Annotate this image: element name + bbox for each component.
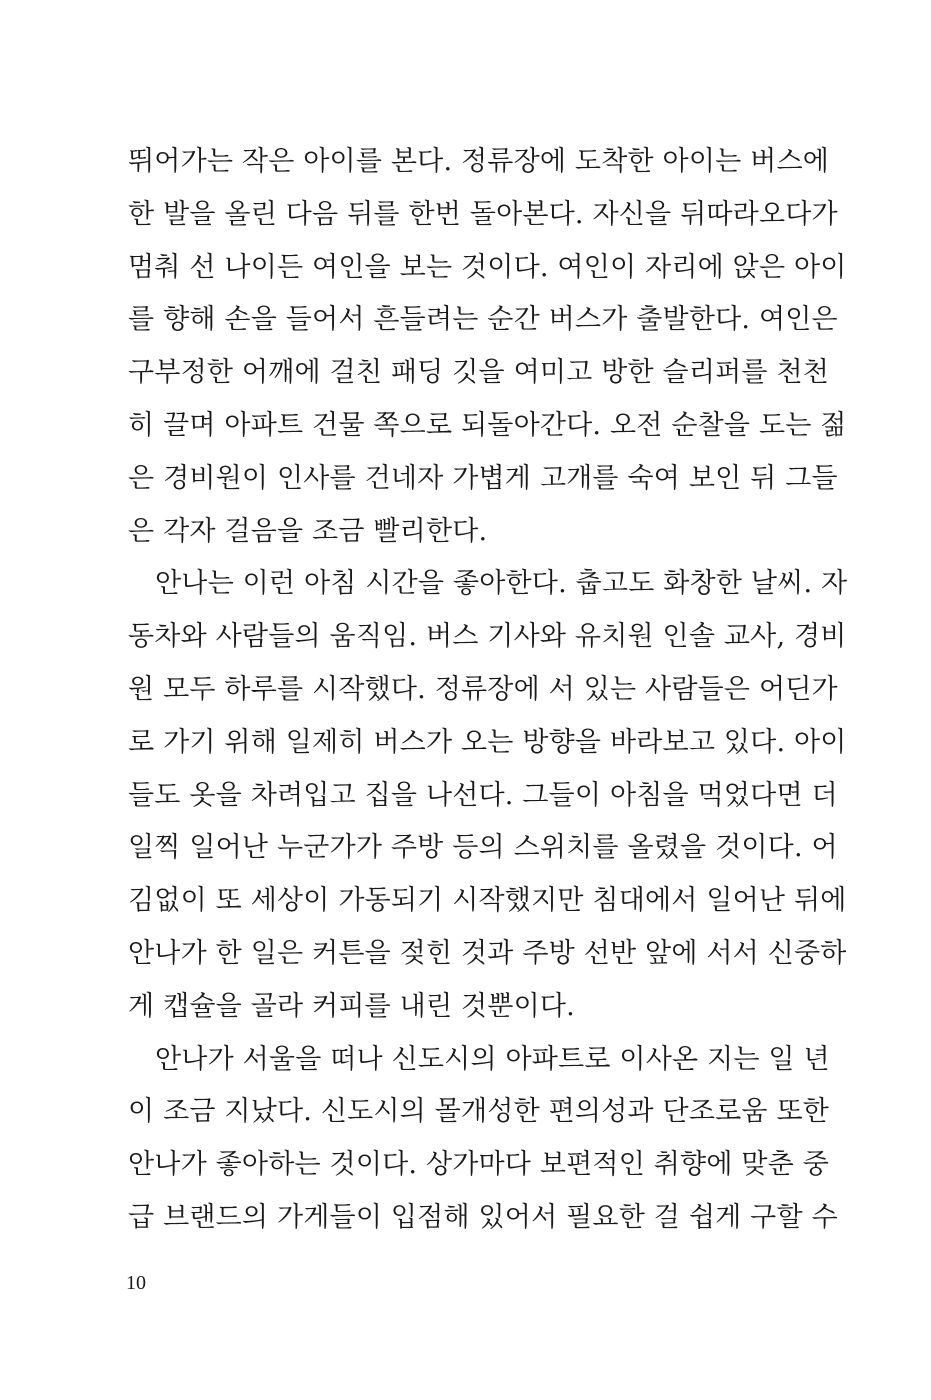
text-line: 원 모두 하루를 시작했다. 정류장에 서 있는 사람들은 어딘가 bbox=[128, 673, 838, 705]
text-line: 은 각자 걸음을 조금 빨리한다. bbox=[128, 515, 488, 547]
text-line: 히 끌며 아파트 건물 쪽으로 되돌아간다. 오전 순찰을 도는 젊 bbox=[128, 409, 847, 441]
text-line: 일찍 일어난 누군가가 주방 등의 스위치를 올렸을 것이다. 어 bbox=[128, 832, 838, 864]
text-line: 은 경비원이 인사를 건네자 가볍게 고개를 숙여 보인 뒤 그들 bbox=[128, 462, 838, 494]
text-line: 이 조금 지났다. 신도시의 몰개성한 편의성과 단조로움 또한 bbox=[128, 1096, 830, 1128]
text-line: 뛰어가는 작은 아이를 본다. 정류장에 도착한 아이는 버스에 bbox=[128, 146, 830, 177]
text-line: 안나가 서울을 떠나 신도시의 아파트로 이사온 지는 일 년 bbox=[155, 1043, 830, 1075]
text-line: 를 향해 손을 들어서 흔들려는 순간 버스가 출발한다. 여인은 bbox=[128, 304, 838, 336]
text-line: 급 브랜드의 가게들이 입점해 있어서 필요한 걸 쉽게 구할 수 bbox=[128, 1201, 838, 1233]
text-line: 멈춰 선 나이든 여인을 보는 것이다. 여인이 자리에 앉은 아이 bbox=[128, 251, 847, 283]
text-line: 동차와 사람들의 움직임. 버스 기사와 유치원 인솔 교사, 경비 bbox=[128, 621, 847, 653]
text-line: 한 발을 올린 다음 뒤를 한번 돌아본다. 자신을 뒤따라오다가 bbox=[128, 198, 838, 230]
body-text bbox=[128, 136, 848, 1245]
text-line: 안나가 좋아하는 것이다. 상가마다 보편적인 취향에 맞춘 중 bbox=[128, 1149, 830, 1181]
text-line: 구부정한 어깨에 걸친 패딩 깃을 여미고 방한 슬리퍼를 천천 bbox=[128, 357, 830, 389]
text-line: 로 가기 위해 일제히 버스가 오는 방향을 바라보고 있다. 아이 bbox=[128, 726, 847, 758]
text-line: 게 캡슐을 골라 커피를 내린 것뿐이다. bbox=[128, 990, 575, 1022]
text-line: 안나가 한 일은 커튼을 젖힌 것과 주방 선반 앞에 서서 신중하 bbox=[128, 937, 847, 969]
text-line: 안나는 이런 아침 시간을 좋아한다. 춥고도 화창한 날씨. 자 bbox=[155, 568, 848, 600]
page-number: 10 bbox=[126, 1272, 146, 1294]
text-line: 들도 옷을 차려입고 집을 나선다. 그들이 아침을 먹었다면 더 bbox=[128, 779, 838, 811]
text-line: 김없이 또 세상이 가동되기 시작했지만 침대에서 일어난 뒤에 bbox=[128, 885, 847, 917]
